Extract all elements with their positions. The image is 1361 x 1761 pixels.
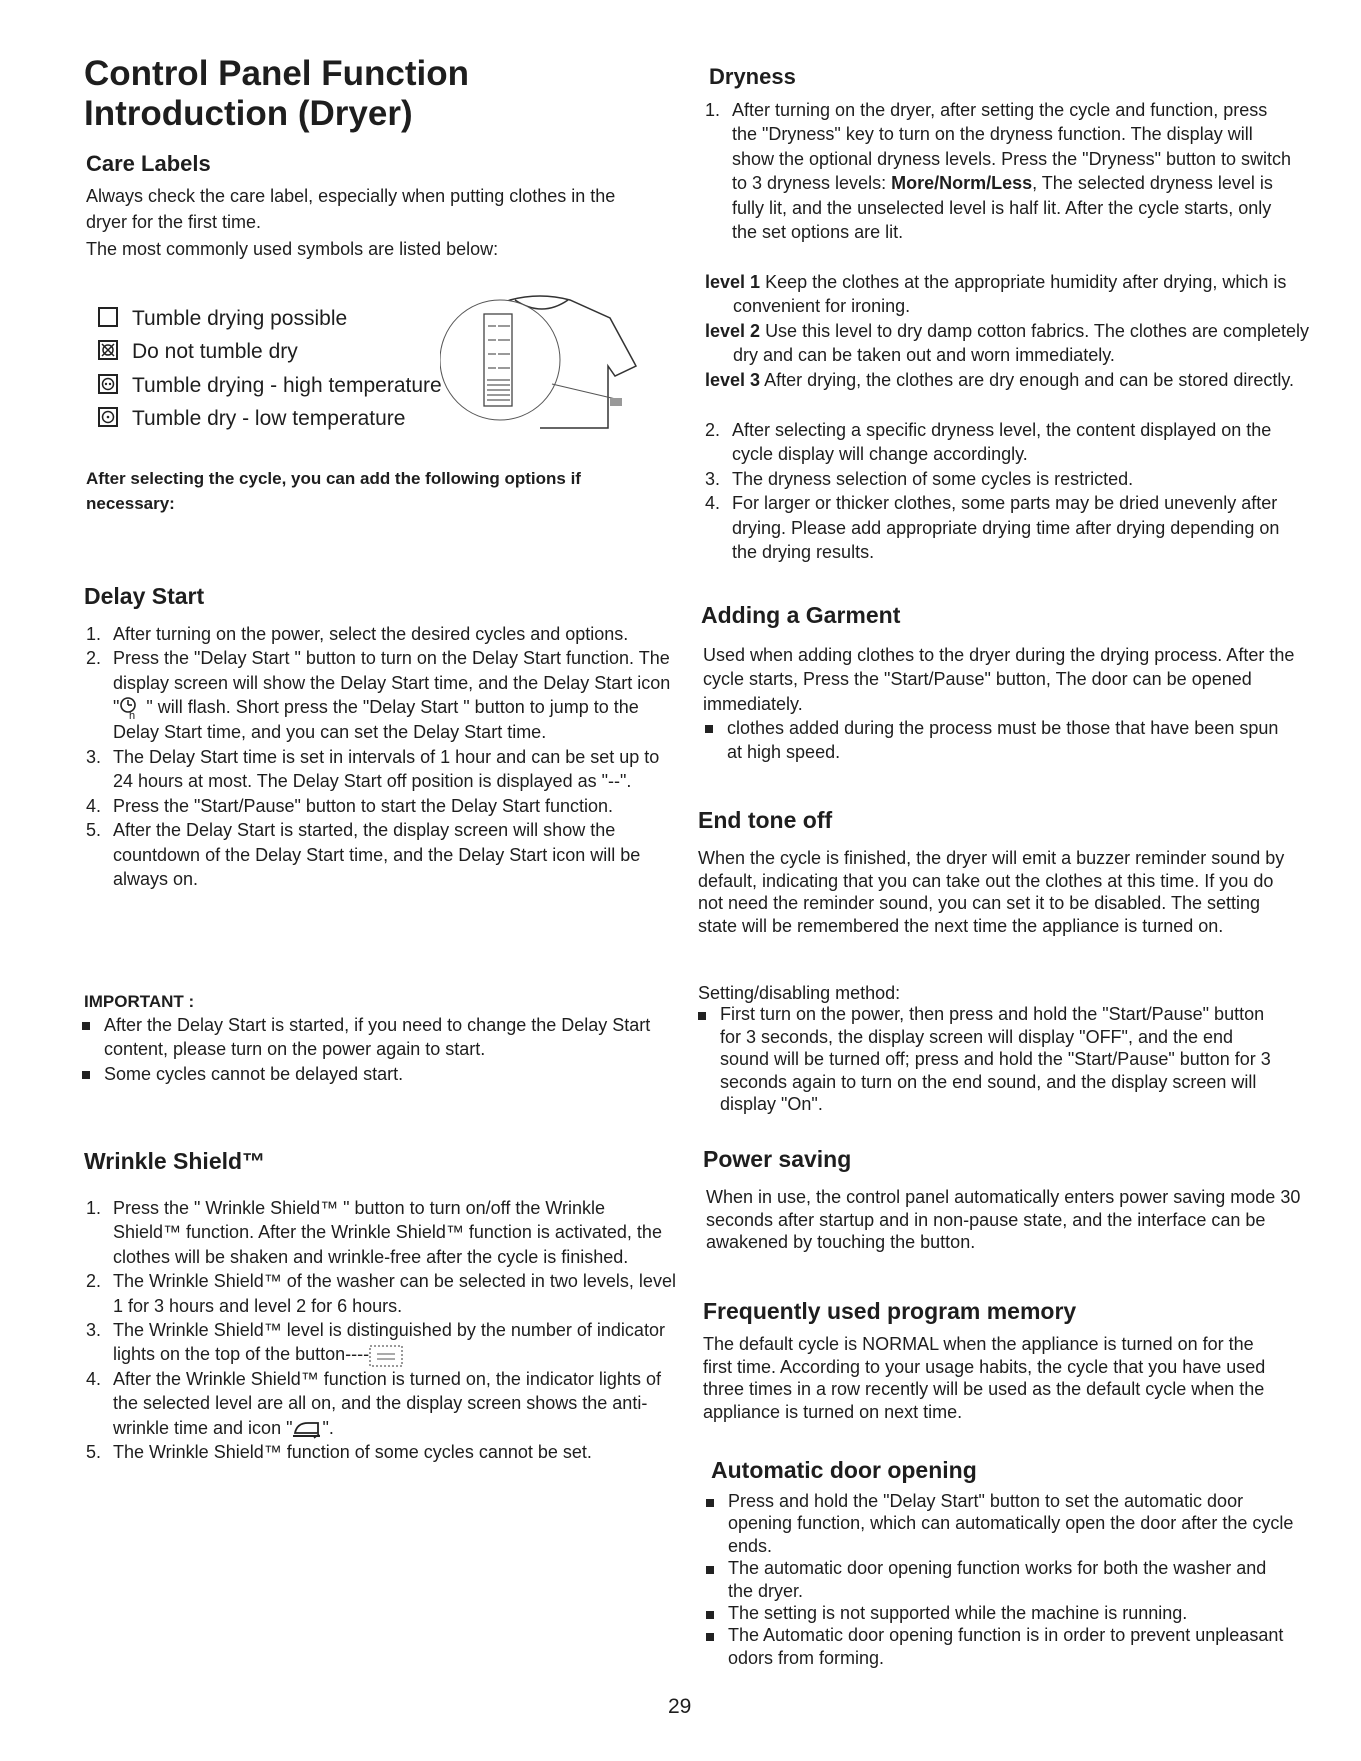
- delay-start-heading: Delay Start: [84, 583, 205, 609]
- title-line-2: Introduction (Dryer): [84, 94, 413, 133]
- step-number: 3.: [86, 746, 102, 767]
- list-item: The automatic door opening function works for both the washer and the dryer.: [704, 1557, 1294, 1602]
- options-note: After selecting the cycle, you can add the following options if necessary:: [86, 469, 581, 513]
- list-item: The setting is not supported while the machine is running.: [704, 1602, 1294, 1624]
- step-number: 1.: [86, 1198, 102, 1218]
- symbol-label: Tumble drying - high temperature: [132, 374, 442, 397]
- adding-garment-list: [703, 716, 1288, 765]
- tshirt-care-label-illustration: [440, 288, 640, 438]
- program-memory-heading: Frequently used program memory: [703, 1298, 1077, 1324]
- step-text: After selecting a specific dryness level, the content displayed on the cycle display will change accordingly.: [732, 420, 1272, 465]
- list-item: [86, 1367, 676, 1440]
- important-list: [80, 1013, 670, 1086]
- delay-start-clock-icon: [119, 696, 141, 720]
- level-text: Keep the clothes at the appropriate humidity after drying, which is convenient for ironing.: [733, 272, 1287, 317]
- care-labels-intro-2: The most commonly used symbols are listed below:: [86, 239, 499, 259]
- list-item: [86, 745, 676, 794]
- list-item: [86, 1440, 676, 1464]
- step-number: 4.: [86, 795, 102, 816]
- level-label: level 2: [705, 321, 761, 341]
- step-number: 3.: [86, 1320, 102, 1341]
- step-number: 4.: [705, 493, 721, 514]
- square-icon: [98, 307, 118, 327]
- adding-garment-heading: Adding a Garment: [701, 602, 901, 628]
- care-labels-heading: Care Labels: [86, 151, 211, 176]
- circle-one-dot-square-icon: [98, 407, 118, 427]
- list-item: [705, 467, 1295, 491]
- list-item: The Automatic door opening function is in order to prevent unpleasant odors from forming.: [704, 1624, 1294, 1669]
- power-saving-heading: Power saving: [703, 1146, 852, 1172]
- symbol-row: [98, 304, 347, 334]
- end-tone-heading: End tone off: [698, 807, 833, 833]
- important-label: IMPORTANT :: [84, 992, 195, 1011]
- auto-door-list: [704, 1490, 1294, 1669]
- crossed-circle-square-icon: [98, 340, 118, 360]
- list-item: [86, 646, 676, 744]
- symbol-row: [98, 404, 405, 434]
- step-text: The dryness selection of some cycles is restricted.: [732, 468, 1134, 489]
- list-item: [86, 1196, 676, 1269]
- symbol-row: [98, 371, 442, 401]
- wrinkle-shield-indicator-icon: [369, 1345, 403, 1367]
- step-number: 5.: [86, 820, 102, 841]
- level-label: level 3: [705, 370, 761, 390]
- step-text: ".: [322, 1417, 334, 1438]
- list-item: Some cycles cannot be delayed start.: [80, 1062, 670, 1086]
- step-text: " will flash. Short press the "Delay Start " button to jump to the Delay Start time, and you can set the Delay Start time.: [113, 697, 639, 743]
- list-item: Press and hold the "Delay Start" button to set the automatic door opening function, which can automatically open the door after the cycle ends.: [704, 1490, 1294, 1557]
- page-title: [84, 54, 469, 134]
- end-tone-method-label: Setting/disabling method:: [698, 983, 901, 1003]
- step-text: For larger or thicker clothes, some parts may be dried unevenly after drying. Please add appropriate drying time after drying depending on the drying results.: [732, 493, 1280, 563]
- list-item: [86, 1269, 676, 1318]
- dryness-level-3: [705, 368, 1323, 392]
- list-item: After the Delay Start is started, if you need to change the Delay Start content, please turn on the power again to start.: [80, 1013, 670, 1062]
- step-text: The Wrinkle Shield™ function of some cycles cannot be set.: [113, 1442, 592, 1463]
- step-text: After turning on the power, select the desired cycles and options.: [113, 624, 629, 644]
- level-label: level 1: [705, 272, 761, 292]
- symbol-label: Tumble drying possible: [132, 307, 348, 330]
- step-text: The Wrinkle Shield™ level is distinguished by the number of indicator lights on the top of the button----: [113, 1320, 665, 1365]
- step-text: Press the "Delay Start " button to turn on the Delay Start function. The display screen will show the Delay Start time, and the Delay Start icon ": [113, 648, 671, 718]
- step-text: The Delay Start time is set in intervals of 1 hour and can be set up to 24 hours at most. The Delay Start off position is displayed as "--".: [113, 746, 660, 792]
- anti-wrinkle-iron-icon: [292, 1419, 322, 1439]
- step-text: After turning on the dryer, after setting the cycle and function, press the "Dryness" key to turn on the dryness function. The display will show the optional dryness levels. Press the "Dryness" button to switch to 3 dryness levels:: [732, 100, 1292, 194]
- list-item: clothes added during the process must be those that have been spun at high speed.: [703, 716, 1288, 765]
- step-number: 4.: [86, 1368, 102, 1389]
- symbol-label: Do not tumble dry: [132, 340, 298, 363]
- list-item: [86, 622, 676, 646]
- dryness-steps: [705, 98, 1295, 244]
- step-number: 2.: [705, 420, 721, 440]
- dryness-level-1: [705, 270, 1323, 319]
- level-text: Use this level to dry damp cotton fabrics. The clothes are completely dry and can be taken out and worn immediately.: [733, 321, 1309, 366]
- step-text: Press the "Start/Pause" button to start the Delay Start function.: [113, 795, 614, 816]
- symbol-row: [98, 337, 298, 367]
- step-number: 2.: [86, 1271, 102, 1292]
- delay-start-steps: [86, 622, 676, 891]
- list-item: [705, 98, 1295, 244]
- svg-text:h: h: [129, 710, 136, 721]
- dryness-heading: Dryness: [709, 64, 796, 89]
- symbol-label: Tumble dry - low temperature: [132, 407, 406, 430]
- title-line-1: Control Panel Function: [84, 54, 469, 93]
- power-saving-text: When in use, the control panel automatically enters power saving mode 30 seconds after startup and in non-pause state, and the interface can be awakened by touching the button.: [706, 1187, 1301, 1253]
- step-text: Press the " Wrinkle Shield™ " button to turn on/off the Wrinkle Shield™ function. After the Wrinkle Shield™ function is activated, the clothes will be shaken and wrinkle-free after the cycle is finished.: [113, 1198, 662, 1267]
- step-text: After the Wrinkle Shield™ function is turned on, the indicator lights of the selected level are all on, and the display screen shows the anti-wrinkle time and icon ": [113, 1368, 661, 1438]
- list-item: [86, 794, 676, 818]
- end-tone-list: [696, 1003, 1286, 1116]
- care-labels-intro: Always check the care label, especially when putting clothes in the dryer for the first time.: [86, 186, 616, 232]
- dryness-steps-continued: [705, 418, 1295, 564]
- list-item: [705, 418, 1295, 467]
- step-number: 5.: [86, 1442, 102, 1463]
- step-number: 1.: [86, 624, 102, 644]
- step-text: , The selected dryness level is fully lit, and the unselected level is half lit. After the cycle starts, only the set options are lit.: [732, 173, 1273, 243]
- step-number: 1.: [705, 100, 721, 120]
- circle-two-dots-square-icon: [98, 374, 118, 394]
- auto-door-heading: Automatic door opening: [711, 1457, 977, 1483]
- dryness-level-2: [705, 319, 1323, 368]
- list-item: [86, 1318, 676, 1367]
- step-text: The Wrinkle Shield™ of the washer can be selected in two levels, level 1 for 3 hours and level 2 for 6 hours.: [113, 1271, 676, 1316]
- level-text: After drying, the clothes are dry enough and can be stored directly.: [764, 370, 1295, 390]
- adding-garment-text: Used when adding clothes to the dryer during the drying process. After the cycle starts, Press the "Start/Pause" button, The door can be opened immediately.: [703, 645, 1295, 714]
- wrinkle-shield-steps: [86, 1196, 676, 1464]
- wrinkle-shield-heading: Wrinkle Shield™: [84, 1148, 266, 1174]
- end-tone-text: When the cycle is finished, the dryer will emit a buzzer reminder sound by default, indicating that you can take out the clothes at this time. If you do not need the reminder sound, you can set it to be disabled. The setting state will be remembered the next time the appliance is turned on.: [698, 848, 1285, 936]
- list-item: First turn on the power, then press and hold the "Start/Pause" button for 3 seconds, the display screen will display "OFF", and the end sound will be turned off; press and hold the "Start/Pause" button for 3 seconds again to turn on the end sound, and the display screen will display "On".: [696, 1003, 1286, 1116]
- list-item: [705, 491, 1295, 564]
- list-item: [86, 818, 676, 891]
- program-memory-text: The default cycle is NORMAL when the appliance is turned on for the first time. According to your usage habits, the cycle that you have used three times in a row recently will be used as the default cycle when the appliance is turned on next time.: [703, 1334, 1266, 1422]
- page-number: 29: [668, 1695, 692, 1718]
- dryness-levels-label: More/Norm/Less: [891, 173, 1033, 194]
- step-number: 2.: [86, 648, 102, 669]
- step-number: 3.: [705, 468, 721, 489]
- step-text: After the Delay Start is started, the display screen will show the countdown of the Delay Start time, and the Delay Start icon will be always on.: [113, 820, 641, 889]
